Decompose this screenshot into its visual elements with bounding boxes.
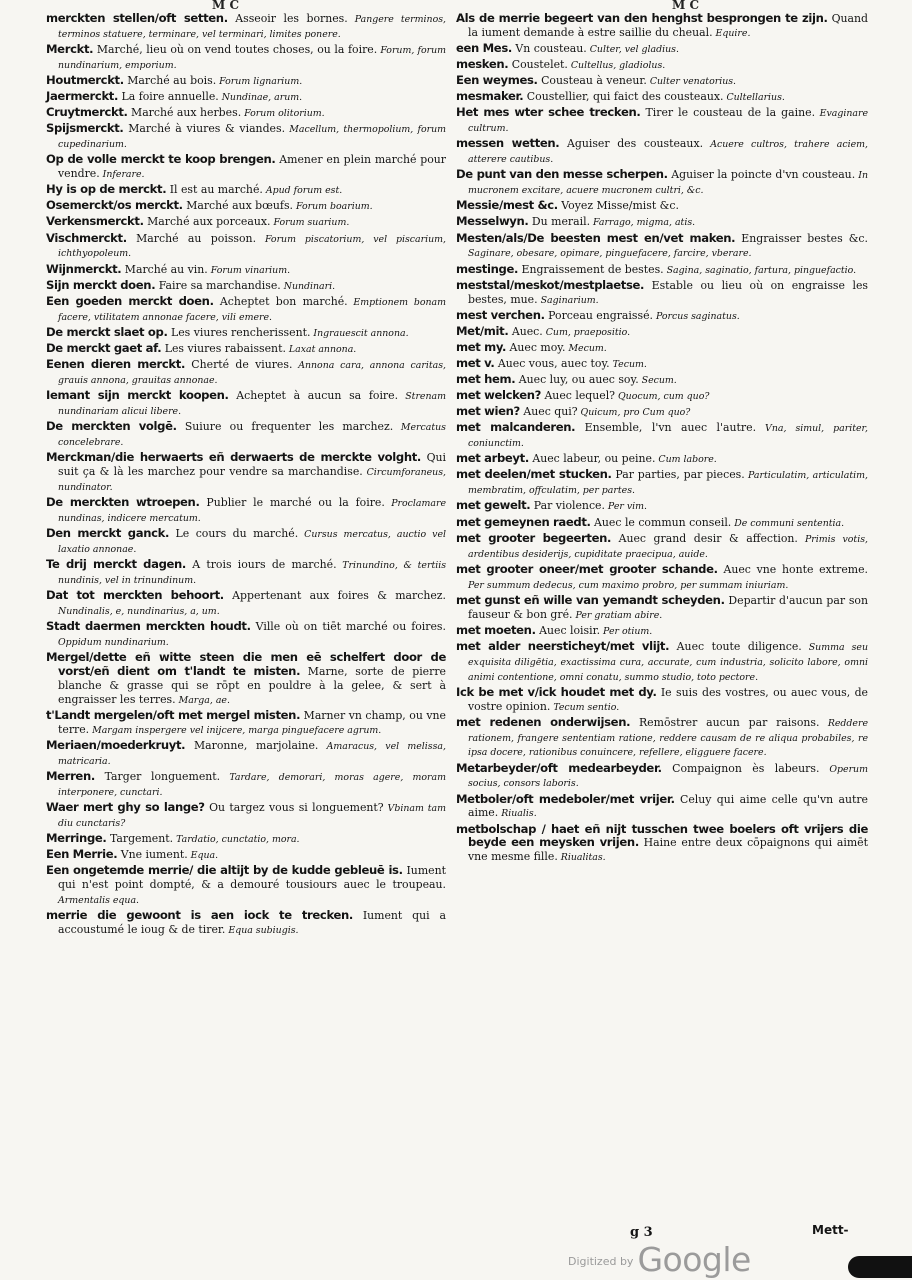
headword: met redenen onderwijsen.	[456, 714, 631, 729]
headword: met alder neersticheyt/met vlijt.	[456, 638, 670, 653]
latin-gloss: Per vim.	[604, 501, 647, 513]
french-gloss: Asseoir les bornes.	[227, 12, 348, 25]
dictionary-entry	[46, 358, 446, 388]
dictionary-entry	[46, 90, 446, 105]
dictionary-entry	[456, 58, 868, 73]
dictionary-entry	[46, 864, 446, 908]
header-left: M C	[212, 0, 240, 12]
french-gloss: Coustelet.	[508, 58, 568, 72]
latin-gloss: Proclamare nundinas, indicere mercatum.	[58, 497, 446, 524]
french-gloss: Iument qui a accoustumé le ioug & de tirer.	[58, 908, 446, 936]
french-gloss: Les viures rencherissent.	[167, 325, 311, 339]
french-gloss: Auec qui?	[519, 405, 578, 419]
dictionary-entry	[456, 389, 868, 404]
dictionary-entry	[46, 153, 446, 182]
french-gloss: Remōstrer aucun par raisons.	[630, 715, 820, 729]
latin-gloss: Primis votis, ardentibus desiderijs, cupiditate praecipua, auide.	[468, 533, 868, 560]
headword: met my.	[456, 339, 507, 354]
headword: Cruytmerckt.	[46, 105, 128, 120]
dictionary-entry	[46, 279, 446, 294]
dictionary-entry	[46, 527, 446, 557]
headword: Iemant sijn merckt koopen.	[46, 387, 229, 402]
dictionary-entry	[46, 739, 446, 769]
headword: Osemerckt/os merckt.	[46, 198, 183, 213]
french-gloss: Marner vn champ, ou vne terre.	[58, 708, 446, 736]
latin-gloss: Sagina, saginatio, fartura, pinguefactio.	[663, 264, 857, 276]
latin-gloss: Secum.	[638, 375, 677, 387]
french-gloss: Aguiser la poincte d'vn cousteau.	[667, 168, 856, 182]
french-gloss: Auec grand desir & affection.	[611, 531, 798, 545]
dictionary-entry	[456, 640, 868, 685]
french-gloss: Vne iument.	[117, 847, 188, 861]
headword: Merringe.	[46, 830, 107, 845]
latin-gloss: Mecum.	[565, 342, 607, 354]
headword: Op de volle merckt te koop brengen.	[46, 152, 276, 167]
latin-gloss: Inferare.	[99, 169, 145, 181]
headword: Te drij merckt dagen.	[46, 556, 186, 571]
dictionary-entry	[456, 42, 868, 57]
dictionary-entry	[46, 232, 446, 262]
headword: Jaermerckt.	[46, 89, 119, 104]
headword: Wijnmerckt.	[46, 261, 122, 276]
dictionary-entry	[456, 594, 868, 623]
french-gloss: Departir d'aucun par son fauseur & bon gré.	[468, 593, 868, 621]
latin-gloss: Forum piscatorium, vel piscarium, ichthyopoleum.	[58, 233, 447, 260]
latin-gloss: Oppidum nundinarium.	[58, 636, 169, 648]
dictionary-entry	[456, 373, 868, 388]
headword: metbolschap / haet eñ nijt tusschen twee boelers oft vrijers die beyde een meysken vrijen.	[456, 821, 868, 850]
dictionary-entry	[46, 832, 446, 847]
french-gloss: Marché aux bœufs.	[182, 199, 294, 213]
headword: De merckten wtroepen.	[46, 494, 200, 509]
latin-gloss: In mucronem excitare, acuere mucronem cultri, &c.	[468, 170, 868, 197]
headword: Een goeden merckt doen.	[46, 293, 214, 308]
dictionary-entry	[456, 405, 868, 420]
french-gloss: Estable ou lieu où on engraisse les bestes, mue.	[468, 278, 868, 306]
dictionary-entry	[456, 624, 868, 639]
dictionary-entry	[456, 686, 868, 715]
french-gloss: Auec vous, auec toy.	[494, 356, 610, 370]
dictionary-entry	[46, 326, 446, 341]
french-gloss: Maronne, marjolaine.	[185, 738, 319, 752]
french-gloss: Voyez Misse/mist &c.	[557, 199, 679, 213]
headword: met arbeyt.	[456, 451, 529, 466]
latin-gloss: Ingrauescit annona.	[310, 327, 409, 339]
latin-gloss: Particulatim, articulatim, membratim, offculatim, per partes.	[468, 470, 868, 497]
latin-gloss: Cursus mercatus, auctio vel laxatio annonae.	[58, 528, 447, 555]
french-gloss: Tirer le cousteau de la gaine.	[640, 106, 816, 120]
latin-gloss: De communi sententia.	[731, 517, 845, 529]
french-gloss: Marché à viures & viandes.	[123, 122, 286, 136]
dictionary-entry	[456, 137, 868, 167]
latin-gloss: Nundinae, arum.	[218, 92, 303, 104]
french-gloss: Du merail.	[528, 215, 591, 229]
french-gloss: Faire sa marchandise.	[155, 278, 281, 292]
latin-gloss: Nundinalis, e, nundinarius, a, um.	[58, 605, 220, 617]
dictionary-entry	[456, 106, 868, 136]
french-gloss: La foire annuelle.	[118, 90, 219, 104]
latin-gloss: Saginare, obesare, opimare, pinguefacere, farcire, vberare.	[468, 248, 752, 260]
headword: Vischmerckt.	[46, 230, 127, 245]
headword: met gemeynen raedt.	[456, 514, 591, 529]
french-gloss: Ou targez vous si longuement?	[204, 800, 384, 814]
headword: merrie die gewoont is aen iock te trecken.	[46, 907, 353, 922]
dictionary-entry	[46, 106, 446, 121]
headword: met gunst eñ wille van yemandt scheyden.	[456, 592, 725, 607]
latin-gloss: Armentalis equa.	[58, 894, 140, 906]
headword: De punt van den messe scherpen.	[456, 167, 668, 182]
dictionary-entry	[456, 168, 868, 198]
headword: met malcanderen.	[456, 420, 576, 435]
dictionary-entry	[46, 709, 446, 738]
dictionary-entry	[46, 389, 446, 419]
headword: met v.	[456, 355, 495, 370]
dictionary-entry	[46, 12, 446, 42]
latin-gloss: Cultellus, gladiolus.	[567, 60, 666, 72]
headword: Sijn merckt doen.	[46, 277, 156, 292]
french-gloss: Auec loisir.	[535, 623, 601, 637]
french-gloss: Compaignon ès labeurs.	[661, 761, 820, 775]
dictionary-entry	[46, 848, 446, 863]
french-gloss: Auec toute diligence.	[669, 639, 802, 653]
dictionary-entry	[46, 215, 446, 230]
dictionary-entry	[46, 420, 446, 450]
headword: een Mes.	[456, 41, 512, 55]
dictionary-entry	[456, 341, 868, 356]
dictionary-entry	[456, 499, 868, 514]
dictionary-entry	[456, 762, 868, 792]
latin-gloss: Circumforaneus, nundinator.	[58, 466, 446, 493]
headword: Als de merrie begeert van den henghst besprongen te zijn.	[456, 11, 828, 25]
dictionary-entry	[456, 215, 868, 230]
headword: mest verchen.	[456, 307, 545, 322]
catchword: Mett-	[812, 1223, 849, 1237]
french-gloss: Acheptet bon marché.	[213, 294, 348, 308]
french-gloss: Coustellier, qui faict des cousteaux.	[523, 90, 724, 104]
dictionary-entry	[456, 263, 868, 278]
latin-gloss: Cum, praepositio.	[542, 326, 631, 338]
latin-gloss: Tecum sentio.	[550, 701, 620, 713]
french-gloss: Marché au bois.	[123, 74, 217, 87]
latin-gloss: Acuere cultros, trahere aciem, atterere cautibus.	[468, 139, 868, 166]
french-gloss: Auec luy, ou auec soy.	[515, 373, 639, 387]
latin-gloss: Forum olitorium.	[241, 108, 325, 120]
french-gloss: Par parties, par pieces.	[611, 468, 745, 482]
french-gloss: Qui suit ça & là les marchez pour vendre sa marchandise.	[58, 450, 447, 478]
dictionary-entry	[46, 199, 446, 214]
headword: Een Merrie.	[46, 846, 118, 861]
headword: Een weymes.	[456, 73, 538, 88]
french-gloss: A trois iours de marché.	[186, 557, 337, 571]
headword: De merckt gaet af.	[46, 340, 162, 355]
dictionary-entry	[46, 496, 446, 526]
headword: met grooter begeerten.	[456, 530, 612, 545]
dictionary-entry	[456, 563, 868, 593]
french-gloss: Ensemble, l'vn auec l'autre.	[575, 421, 757, 435]
latin-gloss: Nundinari.	[280, 280, 336, 292]
latin-gloss: Riualis.	[498, 808, 537, 820]
latin-gloss: Per gratiam abire.	[572, 609, 663, 621]
dictionary-entry	[456, 325, 868, 340]
french-gloss: Ville où on tiēt marché ou foires.	[250, 619, 446, 633]
headword: met gewelt.	[456, 498, 531, 513]
french-gloss: Auec lequel?	[540, 389, 616, 403]
french-gloss: Porceau engraissé.	[544, 308, 653, 322]
latin-gloss: Summa seu exquisita diligētia, exactissima cura, accurate, cum industria, solicito labore, omni animi contentione, omni conatu, summo studio, toto pectore.	[468, 641, 868, 683]
google-logo: Google	[637, 1240, 751, 1279]
dictionary-entry	[456, 468, 868, 498]
dictionary-entry	[46, 558, 446, 588]
ink-blot	[848, 1256, 912, 1278]
dictionary-entry	[46, 909, 446, 938]
latin-gloss: Equa subiugis.	[225, 924, 299, 936]
latin-gloss: Per summum dedecus, cum maximo probro, per summam iniuriam.	[468, 579, 789, 591]
latin-gloss: Laxat annona.	[285, 343, 357, 355]
latin-gloss: Reddere rationem, frangere sententiam ratione, reddere causam de re aliqua probabiles, re ipsa docere, rationibus conuincere, refellere, eligguere facere.	[468, 717, 869, 759]
dictionary-entry	[456, 279, 868, 308]
french-gloss: Publier le marché ou la foire.	[199, 495, 385, 509]
latin-gloss: Amaracus, vel melissa, matricaria.	[58, 740, 446, 767]
dictionary-entry	[456, 309, 868, 324]
dictionary-entry	[46, 451, 446, 495]
headword: met grooter oneer/met grooter schande.	[456, 561, 718, 576]
french-gloss: Targer longuement.	[94, 769, 221, 783]
headword: De merckten volgē.	[46, 418, 177, 433]
french-gloss: Aguiser des cousteaux.	[559, 137, 704, 151]
dictionary-entry	[46, 183, 446, 198]
headword: met welcken?	[456, 388, 541, 403]
french-gloss: Haine entre deux cōpaignons qui aimēt vne mesme fille.	[468, 836, 868, 864]
latin-gloss: Forum, forum nundinarium, emporium.	[58, 45, 446, 71]
watermark-digitized-by: Digitized by	[568, 1255, 634, 1268]
french-gloss: Quand la iument demande à estre saillie du cheual.	[468, 12, 868, 39]
latin-gloss: Tardatio, cunctatio, mora.	[173, 833, 300, 845]
french-gloss: Auec vne honte extreme.	[717, 562, 869, 576]
latin-gloss: Operum socius, consors laboris.	[468, 763, 868, 790]
headword: Het mes wter schee trecken.	[456, 105, 641, 120]
headword: messen wetten.	[456, 136, 560, 151]
signature-mark: g 3	[630, 1225, 653, 1240]
french-gloss: Auec moy.	[506, 340, 566, 354]
latin-gloss: Forum lignarium.	[216, 76, 303, 87]
latin-gloss: Annona cara, annona caritas, grauis annona, grauitas annonae.	[58, 359, 446, 386]
latin-gloss: Forum boarium.	[293, 201, 373, 213]
dictionary-entry	[46, 263, 446, 278]
dictionary-entry	[46, 342, 446, 357]
headword: mesken.	[456, 57, 509, 72]
dictionary-entry	[456, 516, 868, 531]
latin-gloss: Strenam nundinariam alicui libere.	[58, 390, 446, 417]
dictionary-entry	[456, 74, 868, 89]
french-gloss: Marne, sorte de pierre blanche & grasse qui se rōpt en pouldre à la gelee, & sert à engraisser les terres.	[58, 664, 446, 706]
headword: meststal/meskot/mestplaetse.	[456, 277, 645, 292]
headword: Dat tot merckten behoort.	[46, 587, 224, 602]
latin-gloss: Porcus saginatus.	[653, 310, 740, 322]
latin-gloss: Culter, vel gladius.	[586, 44, 679, 55]
latin-gloss: Tardare, demorari, moras agere, moram interponere, cunctari.	[58, 771, 446, 798]
latin-gloss: Cum labore.	[655, 454, 717, 466]
headword: Messie/mest &c.	[456, 198, 558, 213]
french-gloss: Engraisser bestes &c.	[735, 231, 868, 245]
header-right: M C	[672, 0, 700, 12]
latin-gloss: Quocum, cum quo?	[615, 391, 710, 403]
headword: met deelen/met stucken.	[456, 467, 612, 482]
dictionary-entry	[456, 793, 868, 822]
headword: Meriaen/moederkruyt.	[46, 737, 186, 752]
headword: Eenen dieren merckt.	[46, 356, 186, 371]
latin-gloss: Per otium.	[600, 625, 653, 637]
latin-gloss: Forum suarium.	[270, 217, 350, 229]
latin-gloss: Equire.	[712, 27, 751, 39]
french-gloss: Vn cousteau.	[511, 42, 587, 55]
headword: Messelwyn.	[456, 214, 529, 229]
latin-gloss: Tecum.	[609, 358, 647, 370]
right-column	[456, 12, 868, 866]
dictionary-entry	[46, 651, 446, 708]
french-gloss: Marché, lieu où on vend toutes choses, ou la foire.	[93, 43, 378, 56]
french-gloss: Ie suis des vostres, ou auec vous, de vostre opinion.	[468, 685, 869, 713]
latin-gloss: Culter venatorius.	[646, 76, 737, 88]
headword: Metboler/oft medeboler/met vrijer.	[456, 791, 675, 806]
french-gloss: Marché aux porceaux.	[143, 215, 271, 229]
french-gloss: Targement.	[106, 831, 174, 845]
latin-gloss: Equa.	[187, 849, 219, 861]
headword: mesmaker.	[456, 89, 524, 104]
headword: mestinge.	[456, 261, 519, 276]
dictionary-entry	[46, 43, 446, 73]
headword: merckten stellen/oft setten.	[46, 11, 228, 25]
headword: Den merckt ganck.	[46, 525, 170, 540]
left-column	[46, 12, 446, 939]
latin-gloss: Mercatus concelebrare.	[58, 421, 446, 448]
page-footer	[0, 1180, 912, 1280]
dictionary-entry	[46, 74, 446, 89]
dictionary-entry	[46, 770, 446, 800]
latin-gloss: Margam inspergere vel inijcere, marga pinguefacere agrum.	[89, 724, 382, 736]
french-gloss: Celuy qui aime celle qu'vn autre aime.	[468, 792, 869, 820]
latin-gloss: Vbinam tam diu cunctaris?	[58, 802, 446, 829]
headword: t'Landt mergelen/oft met mergel misten.	[46, 707, 301, 722]
latin-gloss: Forum vinarium.	[207, 264, 291, 276]
latin-gloss: Evaginare cultrum.	[468, 108, 869, 135]
headword: Spijsmerckt.	[46, 121, 124, 136]
headword: met wien?	[456, 404, 520, 419]
latin-gloss: Pangere terminos, terminos statuere, terminare, vel terminari, limites ponere.	[58, 14, 446, 40]
latin-gloss: Marga, ae.	[175, 694, 230, 706]
headword: Merren.	[46, 768, 95, 783]
headword: Merckt.	[46, 42, 94, 56]
french-gloss: Le cours du marché.	[169, 526, 299, 540]
latin-gloss: Saginarium.	[537, 294, 599, 306]
dictionary-entry	[456, 357, 868, 372]
french-gloss: Appertenant aux foires & marchez.	[223, 588, 446, 602]
french-gloss: Suiure ou frequenter les marchez.	[176, 419, 394, 433]
latin-gloss: Quicum, pro Cum quo?	[577, 407, 691, 419]
french-gloss: Amener en plein marché pour vendre.	[58, 153, 446, 181]
latin-gloss: Cultellarius.	[723, 92, 785, 104]
google-watermark	[568, 1240, 751, 1279]
headword: Houtmerckt.	[46, 73, 124, 87]
french-gloss: Iument qui n'est point dompté, & a demouré tousiours auec le troupeau.	[58, 863, 446, 891]
headword: Met/mit.	[456, 323, 509, 338]
french-gloss: Les viures rabaissent.	[161, 341, 286, 355]
dictionary-entry	[46, 801, 446, 831]
dictionary-entry	[456, 90, 868, 105]
dictionary-entry	[456, 716, 868, 761]
headword: Ick be met v/ick houdet met dy.	[456, 684, 657, 699]
headword: De merckt slaet op.	[46, 324, 168, 339]
dictionary-entry	[46, 295, 446, 325]
french-gloss: Auec labeur, ou peine.	[528, 452, 656, 466]
french-gloss: Acheptet à aucun sa foire.	[228, 388, 399, 402]
french-gloss: Auec le commun conseil.	[590, 515, 732, 529]
latin-gloss: Apud forum est.	[262, 185, 343, 197]
headword: met moeten.	[456, 622, 536, 637]
latin-gloss: Riualitas.	[557, 852, 606, 864]
french-gloss: Cherté de viures.	[185, 357, 293, 371]
french-gloss: Auec.	[508, 324, 543, 338]
dictionary-entry	[46, 589, 446, 619]
headword: Metarbeyder/oft medearbeyder.	[456, 760, 662, 775]
dictionary-entry	[456, 452, 868, 467]
headword: Waer mert ghy so lange?	[46, 799, 205, 814]
dictionary-entry	[456, 12, 868, 41]
headword: Een ongetemde merrie/ die altijt by de kudde gebleuē is.	[46, 862, 403, 877]
latin-gloss: Trinundino, & tertiis nundinis, vel in trinundinum.	[58, 559, 447, 586]
headword: Hy is op de merckt.	[46, 182, 167, 197]
headword: met hem.	[456, 372, 516, 387]
french-gloss: Il est au marché.	[166, 183, 263, 197]
headword: Stadt daermen merckten houdt.	[46, 618, 251, 633]
french-gloss: Cousteau à veneur.	[537, 74, 647, 88]
headword: Merckman/die herwaerts eñ derwaerts de merckte volght.	[46, 449, 421, 464]
french-gloss: Par violence.	[530, 499, 605, 513]
dictionary-entry	[456, 232, 868, 262]
latin-gloss: Vna, simul, pariter, coniunctim.	[468, 423, 868, 450]
dictionary-entry	[46, 620, 446, 650]
dictionary-entry	[456, 823, 868, 866]
french-gloss: Marché aux herbes.	[127, 106, 242, 120]
french-gloss: Engraissement de bestes.	[518, 262, 664, 276]
french-gloss: Marché au poisson.	[126, 231, 257, 245]
dictionary-entry	[46, 122, 446, 152]
french-gloss: Marché au vin.	[121, 262, 208, 276]
latin-gloss: Emptionem bonam facere, vtilitatem annonae facere, vili emere.	[58, 296, 446, 323]
dictionary-entry	[456, 199, 868, 214]
latin-gloss: Farrago, migma, atis.	[590, 217, 696, 229]
headword: Verkensmerckt.	[46, 214, 144, 229]
headword: Mergel/dette eñ witte steen die men eē schelfert door de vorst/eñ dient om t'landt te misten.	[46, 649, 446, 678]
headword: Mesten/als/De beesten mest en/vet maken.	[456, 230, 736, 245]
dictionary-entry	[456, 421, 868, 451]
dictionary-entry	[456, 532, 868, 562]
latin-gloss: Macellum, thermopolium, forum cupedinarium.	[58, 124, 447, 151]
